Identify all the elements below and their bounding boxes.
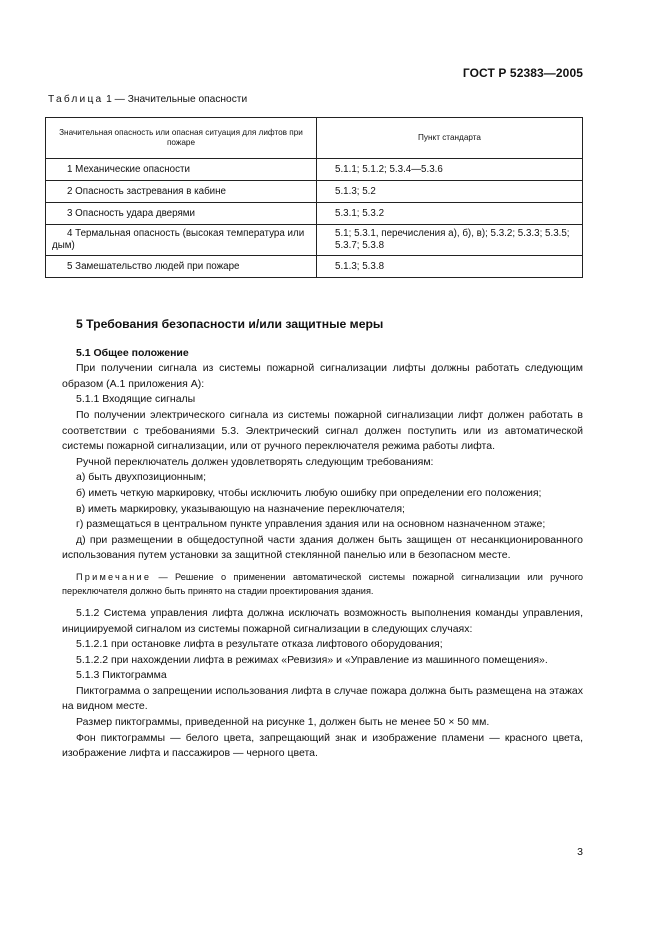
- paragraph: По получении электрического сигнала из системы пожарной сигнализации лифт должен работать в соответствии с требованиями 5.3. Электрический сигнал должен поступить или из автоматической системы пожарной сигнализации, или от ручного переключателя режима работы лифта.: [62, 408, 583, 453]
- page-number: 3: [577, 846, 583, 858]
- table-row: [46, 159, 583, 181]
- list-item: г) размещаться в центральном пункте управления здания или на основном назначенном этаже;: [76, 518, 546, 531]
- section-title: 5 Требования безопасности и/или защитные меры: [76, 317, 384, 331]
- paragraph: 5.1.2 Система управления лифта должна исключать возможность выполнения команды управления, инициируемой сигналом из системы пожарной сигнализации в следующих случаях:: [62, 606, 583, 635]
- paragraph: 5.1.1 Входящие сигналы: [76, 393, 196, 406]
- paragraph: 5.1.2.1 при остановке лифта в результате отказа лифтового оборудования;: [76, 638, 443, 651]
- hazard-cell: 1 Механические опасности: [46, 159, 317, 181]
- clause-cell: 5.1.3; 5.3.8: [317, 256, 583, 278]
- note-text: — Решение о применении автоматической системы пожарной сигнализации или ручного переключателя должно быть принято на стадии проектирования здания.: [62, 571, 583, 596]
- paragraph: Ручной переключатель должен удовлетворять следующим требованиям:: [76, 455, 434, 468]
- header-clause: Пункт стандарта: [317, 118, 583, 159]
- subsection-title: 5.1 Общее положение: [76, 346, 189, 359]
- hazard-cell: 5 Замешательство людей при пожаре: [46, 256, 317, 278]
- note-prefix: Примечание: [76, 571, 152, 582]
- section-body: [62, 317, 583, 762]
- standard-designation: ГОСТ Р 52383—2005: [462, 66, 583, 80]
- table-row: [46, 203, 583, 225]
- list-item: д) при размещении в общедоступной части здания должен быть защищен от несанкционированного использования путем установки за защитной стеклянной панелью или в безопасном месте.: [62, 533, 583, 562]
- paragraph: Размер пиктограммы, приведенной на рисунке 1, должен быть не менее 50 × 50 мм.: [76, 716, 490, 729]
- paragraph: При получении сигнала из системы пожарной сигнализации лифты должны работать следующим образом (А.1 приложения А):: [62, 362, 583, 390]
- table-row: [46, 225, 583, 256]
- list-item: а) быть двухпозиционным;: [76, 471, 207, 484]
- hazard-cell: 4 Термальная опасность (высокая температура или дым): [46, 225, 317, 256]
- table-caption-text: 1 — Значительные опасности: [103, 94, 248, 105]
- paragraph: Пиктограмма о запрещении использования лифта в случае пожара должна быть размещена на этажах на видном месте.: [62, 684, 583, 713]
- clause-cell: 5.1.1; 5.1.2; 5.3.4—5.3.6: [317, 159, 583, 181]
- hazard-cell: 3 Опасность удара дверями: [46, 203, 317, 225]
- table-row: [46, 256, 583, 278]
- hazard-cell: 2 Опасность застревания в кабине: [46, 181, 317, 203]
- list-item: в) иметь маркировку, указывающую на назначение переключателя;: [76, 502, 405, 515]
- table-caption-prefix: Таблица: [48, 94, 104, 105]
- paragraph: 5.1.3 Пиктограмма: [76, 669, 167, 682]
- table-caption: [48, 94, 247, 105]
- clause-cell: 5.1.3; 5.2: [317, 181, 583, 203]
- note: [62, 570, 583, 598]
- paragraph: Фон пиктограммы — белого цвета, запрещающий знак и изображение пламени — красного цвета, изображение лифта и пассажиров — черного цвета.: [62, 731, 583, 760]
- clause-cell: 5.3.1; 5.3.2: [317, 203, 583, 225]
- paragraph: 5.1.2.2 при нахождении лифта в режимах «Ревизия» и «Управление из машинного помещения».: [76, 653, 548, 666]
- header-hazard: Значительная опасность или опасная ситуация для лифтов при пожаре: [46, 118, 317, 159]
- table-row: [46, 181, 583, 203]
- table-header-row: [46, 118, 583, 159]
- clause-cell: 5.1; 5.3.1, перечисления а), б), в); 5.3.2; 5.3.3; 5.3.5; 5.3.7; 5.3.8: [317, 225, 583, 256]
- list-item: б) иметь четкую маркировку, чтобы исключить любую ошибку при определении его положения;: [76, 486, 542, 499]
- hazards-table: [45, 117, 583, 278]
